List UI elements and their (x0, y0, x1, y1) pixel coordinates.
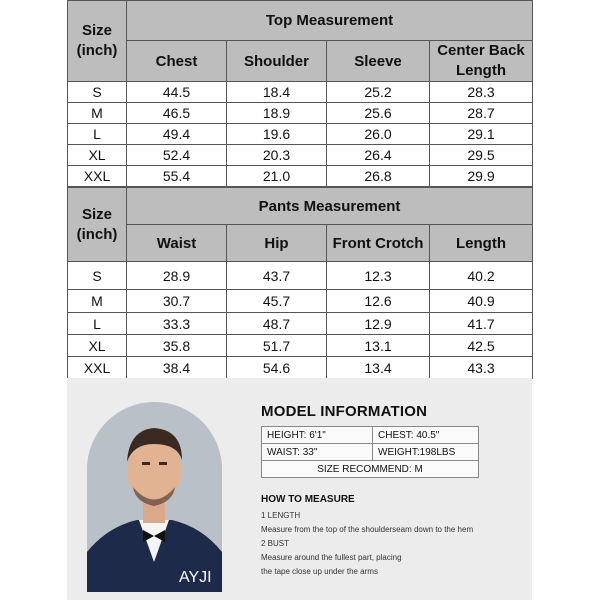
size-header-label: Size (inch) (76, 22, 118, 59)
size-cell: L (68, 313, 127, 335)
column-header: Front Crotch (327, 225, 430, 262)
column-header: Length (430, 225, 533, 262)
model-weight: WEIGHT:198LBS (373, 444, 479, 461)
value-cell: 12.6 (327, 290, 430, 313)
column-header (430, 41, 533, 82)
size-header (68, 188, 127, 262)
model-height: HEIGHT: 6'1" (262, 427, 373, 444)
brand-mark: AYJI (179, 569, 212, 586)
how-to-line: Measure from the top of the shoulderseam down to the hem (261, 525, 474, 534)
value-cell: 20.3 (227, 145, 327, 166)
column-header: Sleeve (327, 41, 430, 82)
size-header-label: Size (inch) (76, 205, 118, 243)
how-to-line: the tape close up under the arms (261, 567, 378, 576)
top-measurement-title: Top Measurement (127, 1, 533, 41)
value-cell: 18.4 (227, 82, 327, 103)
value-cell: 54.6 (227, 357, 327, 379)
value-cell: 55.4 (127, 166, 227, 187)
value-cell: 45.7 (227, 290, 327, 313)
size-cell: L (68, 124, 127, 145)
table-row (68, 145, 533, 166)
how-to-line: 2 BUST (261, 539, 290, 548)
table-row (68, 335, 533, 357)
value-cell: 48.7 (227, 313, 327, 335)
table-row (68, 103, 533, 124)
how-to-measure-title: HOW TO MEASURE (261, 494, 355, 505)
value-cell: 26.8 (327, 166, 430, 187)
column-header: Shoulder (227, 41, 327, 82)
how-to-line: Measure around the fullest part, placing (261, 553, 402, 562)
value-cell: 38.4 (127, 357, 227, 379)
column-header: Hip (227, 225, 327, 262)
value-cell: 28.3 (430, 82, 533, 103)
size-cell: XXL (68, 357, 127, 379)
pants-measurement-title: Pants Measurement (127, 188, 533, 225)
value-cell: 12.3 (327, 262, 430, 290)
value-cell: 42.5 (430, 335, 533, 357)
size-cell: S (68, 262, 127, 290)
value-cell: 46.5 (127, 103, 227, 124)
value-cell: 29.1 (430, 124, 533, 145)
size-cell: M (68, 103, 127, 124)
how-to-line: 1 LENGTH (261, 511, 301, 520)
top-measurement-table (67, 0, 533, 187)
model-info-title: MODEL INFORMATION (261, 403, 428, 420)
model-info-table (261, 426, 479, 478)
value-cell: 25.2 (327, 82, 430, 103)
size-cell: XL (68, 145, 127, 166)
value-cell: 43.7 (227, 262, 327, 290)
value-cell: 29.5 (430, 145, 533, 166)
value-cell: 52.4 (127, 145, 227, 166)
column-header: Waist (127, 225, 227, 262)
model-photo (87, 402, 222, 592)
value-cell: 28.7 (430, 103, 533, 124)
value-cell: 44.5 (127, 82, 227, 103)
pants-measurement-table (67, 187, 533, 379)
model-waist: WAIST: 33" (262, 444, 373, 461)
value-cell: 25.6 (327, 103, 430, 124)
value-cell: 43.3 (430, 357, 533, 379)
table-row (68, 124, 533, 145)
value-cell: 19.6 (227, 124, 327, 145)
value-cell: 12.9 (327, 313, 430, 335)
value-cell: 40.2 (430, 262, 533, 290)
table-row (68, 290, 533, 313)
column-header: Chest (127, 41, 227, 82)
value-cell: 30.7 (127, 290, 227, 313)
value-cell: 21.0 (227, 166, 327, 187)
model-chest: CHEST: 40.5" (373, 427, 479, 444)
value-cell: 13.1 (327, 335, 430, 357)
value-cell: 51.7 (227, 335, 327, 357)
size-cell: XL (68, 335, 127, 357)
size-cell: XXL (68, 166, 127, 187)
size-cell: S (68, 82, 127, 103)
value-cell: 26.0 (327, 124, 430, 145)
value-cell: 41.7 (430, 313, 533, 335)
table-row (68, 166, 533, 187)
model-illustration (87, 402, 222, 592)
value-cell: 40.9 (430, 290, 533, 313)
table-row (68, 357, 533, 379)
value-cell: 18.9 (227, 103, 327, 124)
table-row (68, 313, 533, 335)
table-row (68, 82, 533, 103)
model-info-panel (67, 378, 532, 600)
column-header-label: Center Back Length (437, 42, 525, 79)
value-cell: 26.4 (327, 145, 430, 166)
value-cell: 35.8 (127, 335, 227, 357)
size-recommend: SIZE RECOMMEND: M (262, 461, 479, 478)
value-cell: 29.9 (430, 166, 533, 187)
value-cell: 28.9 (127, 262, 227, 290)
table-row (68, 262, 533, 290)
size-header (68, 1, 127, 82)
size-cell: M (68, 290, 127, 313)
value-cell: 49.4 (127, 124, 227, 145)
value-cell: 13.4 (327, 357, 430, 379)
value-cell: 33.3 (127, 313, 227, 335)
